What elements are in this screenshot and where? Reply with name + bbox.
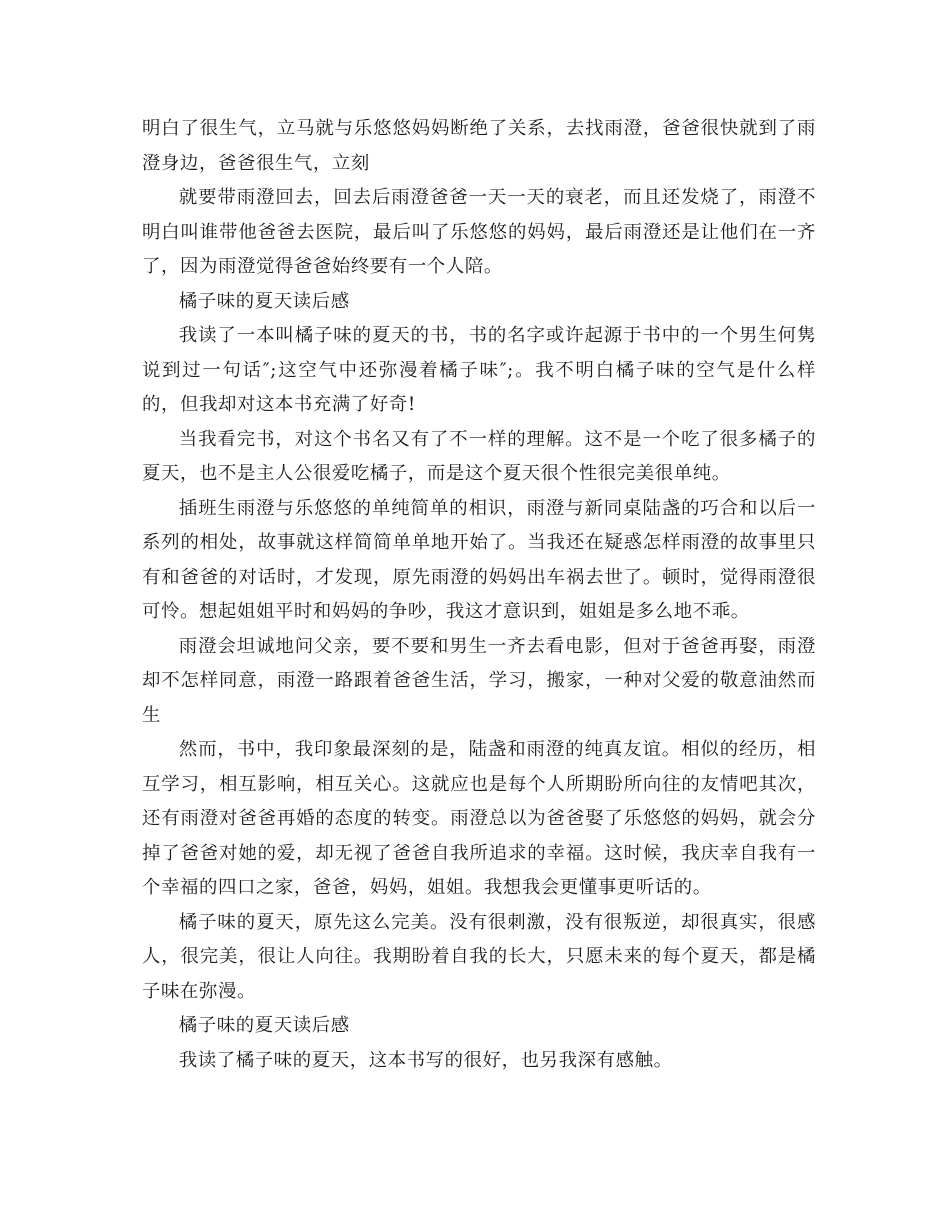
paragraph: 橘子味的夏天，原先这么完美。没有很刺激，没有很叛逆，却很真实，很感人，很完美，很让人向往。我期盼着自我的长大，只愿未来的每个夏天，都是橘子味在弥漫。 — [142, 911, 816, 1002]
paragraph: 我读了橘子味的夏天，这本书写的很好，也另我深有感触。 — [178, 1049, 673, 1071]
paragraph: 我读了一本叫橘子味的夏天的书，书的名字或许起源于书中的一个男生何隽说到过一句话″;这空气中还弥漫着橘子味″;。我不明白橘子味的空气是什么样的，但我却对这本书充满了好奇! — [142, 325, 816, 415]
paragraph: 雨澄会坦诚地问父亲，要不要和男生一齐去看电影，但对于爸爸再娶，雨澄却不怎样同意，雨澄一路跟着爸爸生活，学习，搬家，一种对父爱的敬意油然而生 — [142, 635, 816, 726]
paragraph: 然而，书中，我印象最深刻的是，陆盏和雨澄的纯真友谊。相似的经历，相互学习，相互影响，相互关心。这就应也是每个人所期盼所向往的友情吧其次，还有雨澄对爸爸再婚的态度的转变。雨澄总以为爸爸娶了乐悠悠的妈妈，就会分掉了爸爸对她的爱，却无视了爸爸自我所追求的幸福。这时候，我庆幸自我有一个幸福的四口之家，爸爸，妈妈，姐姐。我想我会更懂事更听话的。 — [142, 739, 816, 898]
section-heading: 橘子味的夏天读后感 — [178, 290, 350, 312]
document-page — [142, 112, 816, 1078]
section-heading: 橘子味的夏天读后感 — [178, 1015, 350, 1036]
paragraph: 插班生雨澄与乐悠悠的单纯简单的相识，雨澄与新同桌陆盏的巧合和以后一系列的相处，故事就这样简简单单地开始了。当我还在疑惑怎样雨澄的故事里只有和爸爸的对话时，才发现，原先雨澄的妈妈出车祸去世了。顿时，觉得雨澄很可怜。想起姐姐平时和妈妈的争吵，我这才意识到，姐姐是多么地不乖。 — [142, 497, 816, 622]
paragraph: 就要带雨澄回去，回去后雨澄爸爸一天一天的衰老，而且还发烧了，雨澄不明白叫谁带他爸爸去医院，最后叫了乐悠悠的妈妈，最后雨澄还是让他们在一齐了，因为雨澄觉得爸爸始终要有一个人陪。 — [142, 187, 816, 277]
paragraph: 明白了很生气，立马就与乐悠悠妈妈断绝了关系，去找雨澄，爸爸很快就到了雨澄身边，爸爸很生气，立刻 — [142, 118, 816, 174]
paragraph: 当我看完书，对这个书名又有了不一样的理解。这不是一个吃了很多橘子的夏天，也不是主人公很爱吃橘子，而是这个夏天很个性很完美很单纯。 — [142, 428, 816, 484]
